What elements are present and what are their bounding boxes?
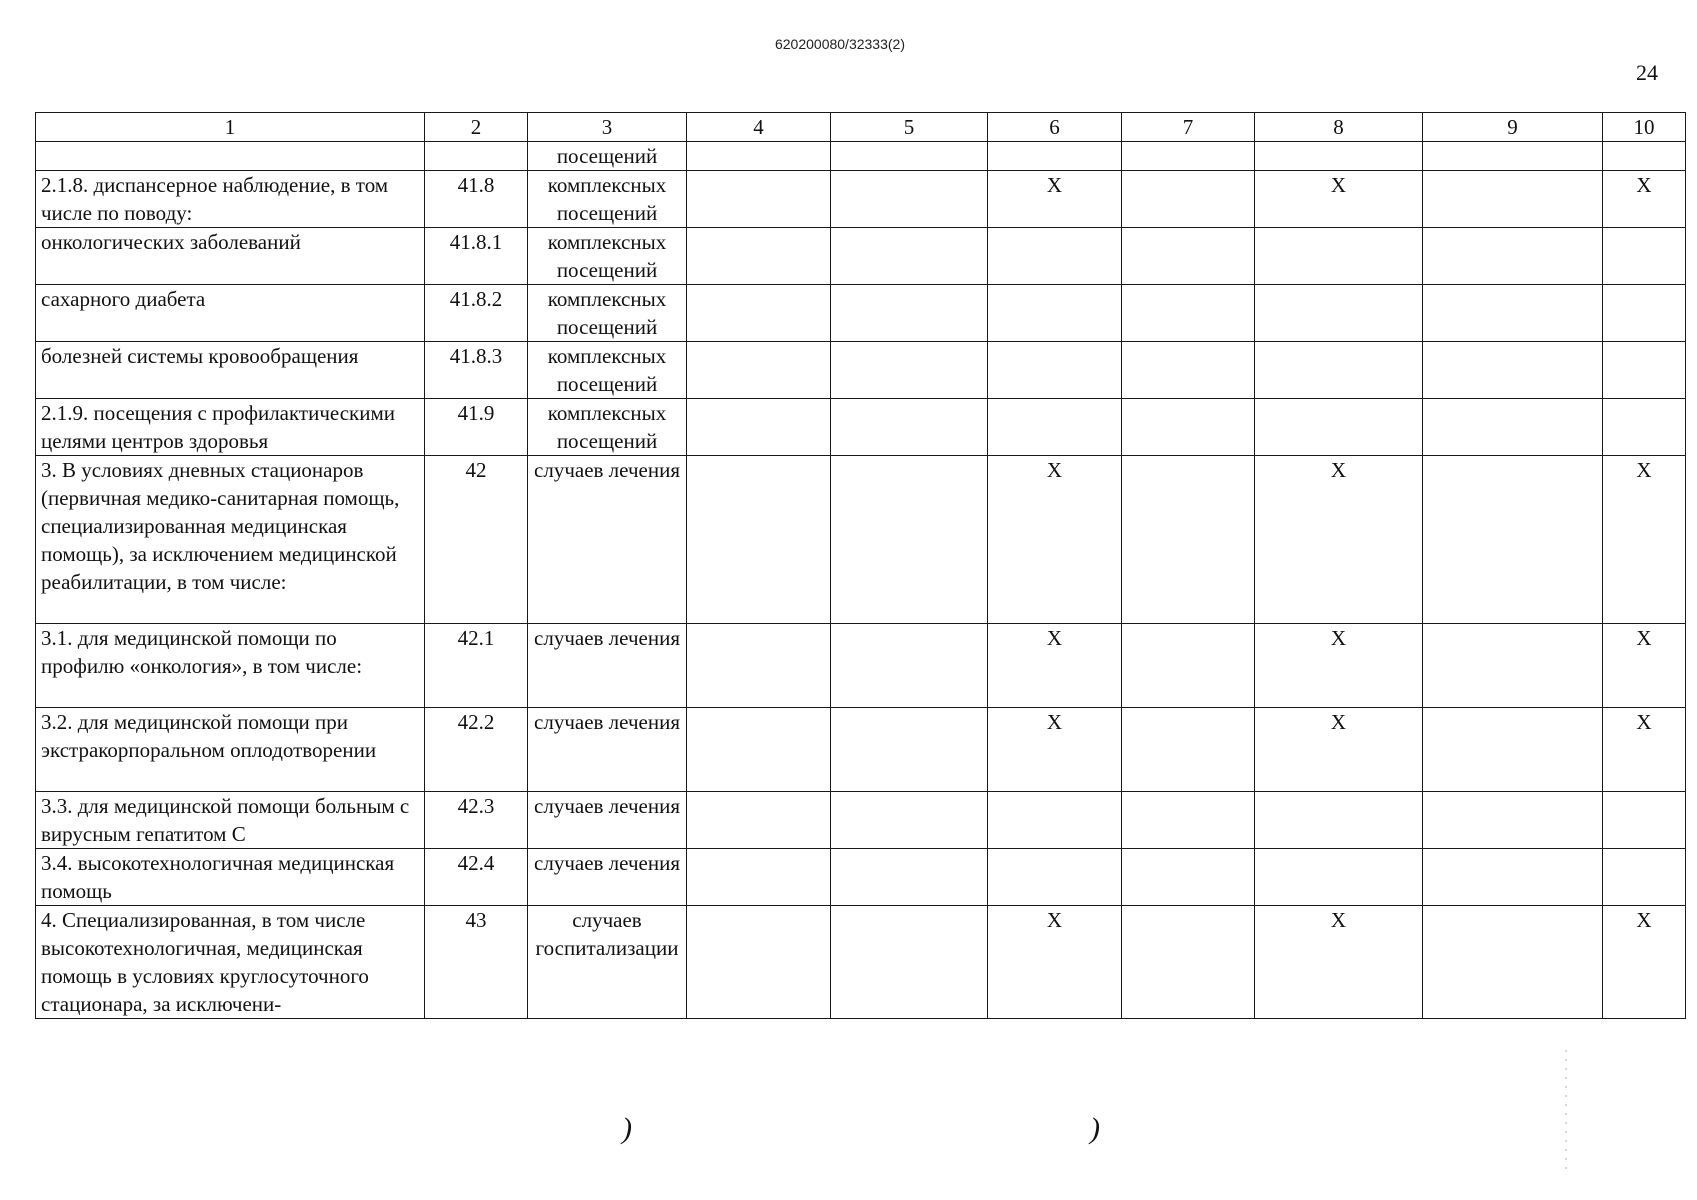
row-code-cell — [425, 142, 528, 171]
value-cell-col-4 — [687, 342, 831, 399]
row-code-cell: 41.8 — [425, 171, 528, 228]
row-name-cell: 3.2. для медицинской помощи при экстракорпоральном оплодотворении — [36, 708, 425, 792]
value-cell-col-4 — [687, 906, 831, 1019]
row-unit-cell: комплексных посещений — [528, 399, 687, 456]
value-cell-col-10: X — [1603, 171, 1686, 228]
document-id: 620200080/32333(2) — [774, 36, 905, 52]
row-unit-cell: комплексных посещений — [528, 228, 687, 285]
value-cell-col-9 — [1423, 792, 1603, 849]
value-cell-col-7 — [1122, 171, 1255, 228]
value-cell-col-9 — [1423, 906, 1603, 1019]
row-code-cell: 42.4 — [425, 849, 528, 906]
value-cell-col-6 — [988, 849, 1122, 906]
column-header: 5 — [831, 113, 988, 142]
value-cell-col-10 — [1603, 285, 1686, 342]
value-cell-col-7 — [1122, 792, 1255, 849]
value-cell-col-7 — [1122, 624, 1255, 708]
row-unit-cell: случаев лечения — [528, 456, 687, 624]
table-row — [36, 342, 1686, 399]
value-cell-col-9 — [1423, 456, 1603, 624]
row-unit-cell: случаев госпитализации — [528, 906, 687, 1019]
value-cell-col-9 — [1423, 399, 1603, 456]
value-cell-col-7 — [1122, 456, 1255, 624]
value-cell-col-4 — [687, 171, 831, 228]
table-row — [36, 624, 1686, 708]
value-cell-col-8: X — [1255, 624, 1423, 708]
value-cell-col-7 — [1122, 849, 1255, 906]
value-cell-col-7 — [1122, 708, 1255, 792]
value-cell-col-8 — [1255, 285, 1423, 342]
value-cell-col-7 — [1122, 142, 1255, 171]
row-unit-cell: случаев лечения — [528, 792, 687, 849]
row-name-cell: 3.3. для медицинской помощи больным с вирусным гепатитом С — [36, 792, 425, 849]
value-cell-col-5 — [831, 142, 988, 171]
value-cell-col-10 — [1603, 142, 1686, 171]
row-code-cell: 43 — [425, 906, 528, 1019]
page-number: 24 — [1636, 60, 1658, 85]
value-cell-col-8 — [1255, 342, 1423, 399]
value-cell-col-9 — [1423, 285, 1603, 342]
value-cell-col-7 — [1122, 906, 1255, 1019]
row-unit-cell: комплексных посещений — [528, 285, 687, 342]
value-cell-col-6: X — [988, 906, 1122, 1019]
row-code-cell: 41.9 — [425, 399, 528, 456]
value-cell-col-8: X — [1255, 708, 1423, 792]
scan-mark-right: ) — [1090, 1112, 1100, 1145]
value-cell-col-7 — [1122, 399, 1255, 456]
value-cell-col-7 — [1122, 342, 1255, 399]
value-cell-col-10 — [1603, 849, 1686, 906]
value-cell-col-9 — [1423, 624, 1603, 708]
value-cell-col-5 — [831, 624, 988, 708]
value-cell-col-4 — [687, 285, 831, 342]
value-cell-col-5 — [831, 228, 988, 285]
statistics-table — [35, 112, 1686, 1019]
table-row — [36, 708, 1686, 792]
value-cell-col-8 — [1255, 142, 1423, 171]
row-name-cell: 2.1.8. диспансерное наблюдение, в том числе по поводу: — [36, 171, 425, 228]
value-cell-col-5 — [831, 399, 988, 456]
column-header: 4 — [687, 113, 831, 142]
row-name-cell: 4. Специализированная, в том числе высокотехнологичная, медицинская помощь в условиях круглосуточного стационара, за исключени- — [36, 906, 425, 1019]
value-cell-col-6: X — [988, 456, 1122, 624]
scan-noise — [1565, 1050, 1567, 1170]
row-name-cell: 2.1.9. посещения с профилактическими целями центров здоровья — [36, 399, 425, 456]
row-code-cell: 41.8.2 — [425, 285, 528, 342]
value-cell-col-9 — [1423, 708, 1603, 792]
table-row — [36, 792, 1686, 849]
value-cell-col-9 — [1423, 849, 1603, 906]
table-row — [36, 228, 1686, 285]
value-cell-col-10: X — [1603, 624, 1686, 708]
table-row — [36, 285, 1686, 342]
row-unit-cell: посещений — [528, 142, 687, 171]
column-header: 9 — [1423, 113, 1603, 142]
table-row — [36, 142, 1686, 171]
row-code-cell: 42 — [425, 456, 528, 624]
value-cell-col-5 — [831, 906, 988, 1019]
value-cell-col-10 — [1603, 342, 1686, 399]
value-cell-col-8 — [1255, 849, 1423, 906]
table-row — [36, 906, 1686, 1019]
value-cell-col-8: X — [1255, 906, 1423, 1019]
value-cell-col-9 — [1423, 171, 1603, 228]
value-cell-col-6: X — [988, 708, 1122, 792]
value-cell-col-7 — [1122, 228, 1255, 285]
value-cell-col-4 — [687, 792, 831, 849]
value-cell-col-4 — [687, 708, 831, 792]
table-row — [36, 171, 1686, 228]
column-header: 2 — [425, 113, 528, 142]
row-code-cell: 42.3 — [425, 792, 528, 849]
row-name-cell: 3. В условиях дневных стационаров (первичная медико-санитарная помощь, специализированная медицинская помощь), за исключением медицинской реабилитации, в том числе: — [36, 456, 425, 624]
row-unit-cell: комплексных посещений — [528, 171, 687, 228]
value-cell-col-8: X — [1255, 456, 1423, 624]
row-name-cell: болезней системы кровообращения — [36, 342, 425, 399]
table-row — [36, 456, 1686, 624]
value-cell-col-9 — [1423, 342, 1603, 399]
column-header: 6 — [988, 113, 1122, 142]
table-row — [36, 399, 1686, 456]
value-cell-col-6 — [988, 142, 1122, 171]
value-cell-col-10 — [1603, 228, 1686, 285]
value-cell-col-4 — [687, 399, 831, 456]
row-name-cell: сахарного диабета — [36, 285, 425, 342]
value-cell-col-5 — [831, 792, 988, 849]
row-code-cell: 41.8.1 — [425, 228, 528, 285]
row-code-cell: 41.8.3 — [425, 342, 528, 399]
value-cell-col-4 — [687, 849, 831, 906]
row-code-cell: 42.2 — [425, 708, 528, 792]
row-name-cell: 3.4. высокотехнологичная медицинская помощь — [36, 849, 425, 906]
value-cell-col-10 — [1603, 792, 1686, 849]
value-cell-col-6 — [988, 792, 1122, 849]
column-number-row — [36, 113, 1686, 142]
value-cell-col-7 — [1122, 285, 1255, 342]
column-header: 3 — [528, 113, 687, 142]
row-unit-cell: случаев лечения — [528, 708, 687, 792]
value-cell-col-5 — [831, 285, 988, 342]
value-cell-col-5 — [831, 342, 988, 399]
value-cell-col-8 — [1255, 792, 1423, 849]
value-cell-col-6 — [988, 228, 1122, 285]
value-cell-col-5 — [831, 171, 988, 228]
scan-mark-left: ) — [622, 1112, 632, 1145]
column-header: 8 — [1255, 113, 1423, 142]
row-unit-cell: комплексных посещений — [528, 342, 687, 399]
value-cell-col-8 — [1255, 399, 1423, 456]
value-cell-col-10: X — [1603, 456, 1686, 624]
column-header: 10 — [1603, 113, 1686, 142]
value-cell-col-4 — [687, 456, 831, 624]
value-cell-col-6 — [988, 342, 1122, 399]
value-cell-col-6: X — [988, 171, 1122, 228]
value-cell-col-9 — [1423, 228, 1603, 285]
value-cell-col-6 — [988, 285, 1122, 342]
value-cell-col-6 — [988, 399, 1122, 456]
table-row — [36, 849, 1686, 906]
value-cell-col-4 — [687, 142, 831, 171]
row-code-cell: 42.1 — [425, 624, 528, 708]
row-name-cell: онкологических заболеваний — [36, 228, 425, 285]
value-cell-col-5 — [831, 456, 988, 624]
value-cell-col-8: X — [1255, 171, 1423, 228]
value-cell-col-6: X — [988, 624, 1122, 708]
value-cell-col-10: X — [1603, 906, 1686, 1019]
column-header: 1 — [36, 113, 425, 142]
value-cell-col-8 — [1255, 228, 1423, 285]
value-cell-col-4 — [687, 228, 831, 285]
value-cell-col-9 — [1423, 142, 1603, 171]
row-name-cell — [36, 142, 425, 171]
value-cell-col-5 — [831, 849, 988, 906]
row-unit-cell: случаев лечения — [528, 624, 687, 708]
value-cell-col-4 — [687, 624, 831, 708]
column-header: 7 — [1122, 113, 1255, 142]
row-name-cell: 3.1. для медицинской помощи по профилю «онкология», в том числе: — [36, 624, 425, 708]
value-cell-col-10 — [1603, 399, 1686, 456]
value-cell-col-5 — [831, 708, 988, 792]
row-unit-cell: случаев лечения — [528, 849, 687, 906]
value-cell-col-10: X — [1603, 708, 1686, 792]
